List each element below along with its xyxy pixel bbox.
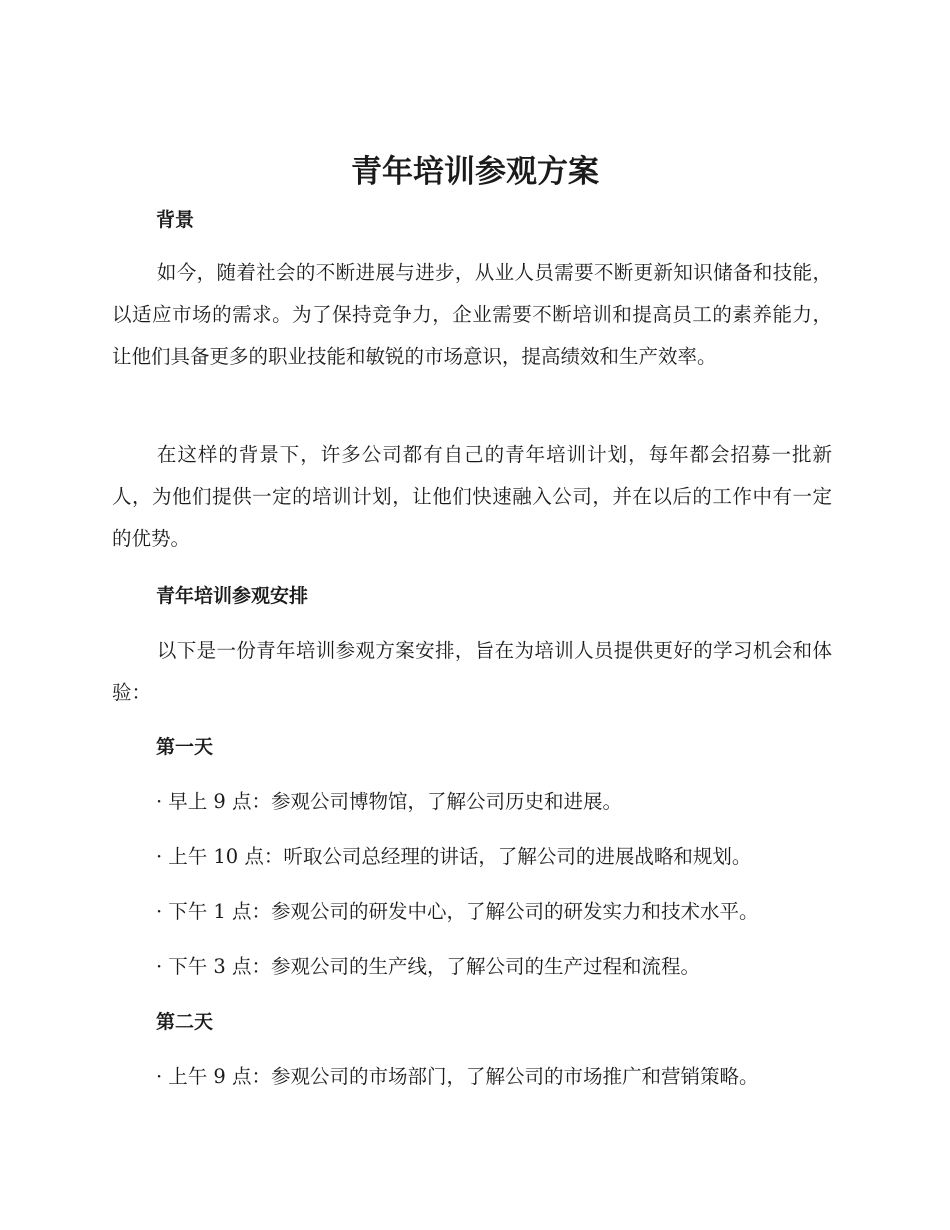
bullet-icon: · [156,1065,163,1088]
day2-item [156,1062,759,1092]
day1-item [156,952,700,982]
background-paragraph-1: 如今，随着社会的不断进展与进步，从业人员需要不断更新知识储备和技能，以适应市场的需求。为了保持竞争力，企业需要不断培训和提高员工的素养能力，让他们具备更多的职业技能和敏锐的市场意识，提高绩效和生产效率。 [112,261,832,368]
section-heading-day1: 第一天 [156,736,214,758]
section-heading-arrangement: 青年培训参观安排 [156,585,309,607]
arrangement-intro-paragraph: 以下是一份青年培训参观方案安排，旨在为培训人员提供更好的学习机会和体验： [112,639,832,704]
day1-item [156,842,751,872]
document-title: 青年培训参观方案 [351,154,599,190]
day1-item-text: 下午 1 点：参观公司的研发中心，了解公司的研发实力和技术水平。 [168,900,759,923]
bullet-icon: · [156,900,163,923]
bullet-icon: · [156,790,163,813]
day2-item-text: 上午 9 点：参观公司的市场部门，了解公司的市场推广和营销策略。 [168,1065,759,1088]
section-heading-background: 背景 [156,209,195,231]
day1-item [156,897,759,927]
day1-item-text: 早上 9 点：参观公司博物馆，了解公司历史和进展。 [168,790,623,813]
day1-item [156,787,622,817]
section-heading-day2: 第二天 [156,1011,214,1033]
day1-item-text: 上午 10 点：听取公司总经理的讲话，了解公司的进展战略和规划。 [168,845,752,868]
bullet-icon: · [156,845,163,868]
background-paragraph-2: 在这样的背景下，许多公司都有自己的青年培训计划，每年都会招募一批新人，为他们提供一定的培训计划，让他们快速融入公司，并在以后的工作中有一定的优势。 [112,443,832,550]
day1-item-text: 下午 3 点：参观公司的生产线，了解公司的生产过程和流程。 [168,955,701,978]
bullet-icon: · [156,955,163,978]
